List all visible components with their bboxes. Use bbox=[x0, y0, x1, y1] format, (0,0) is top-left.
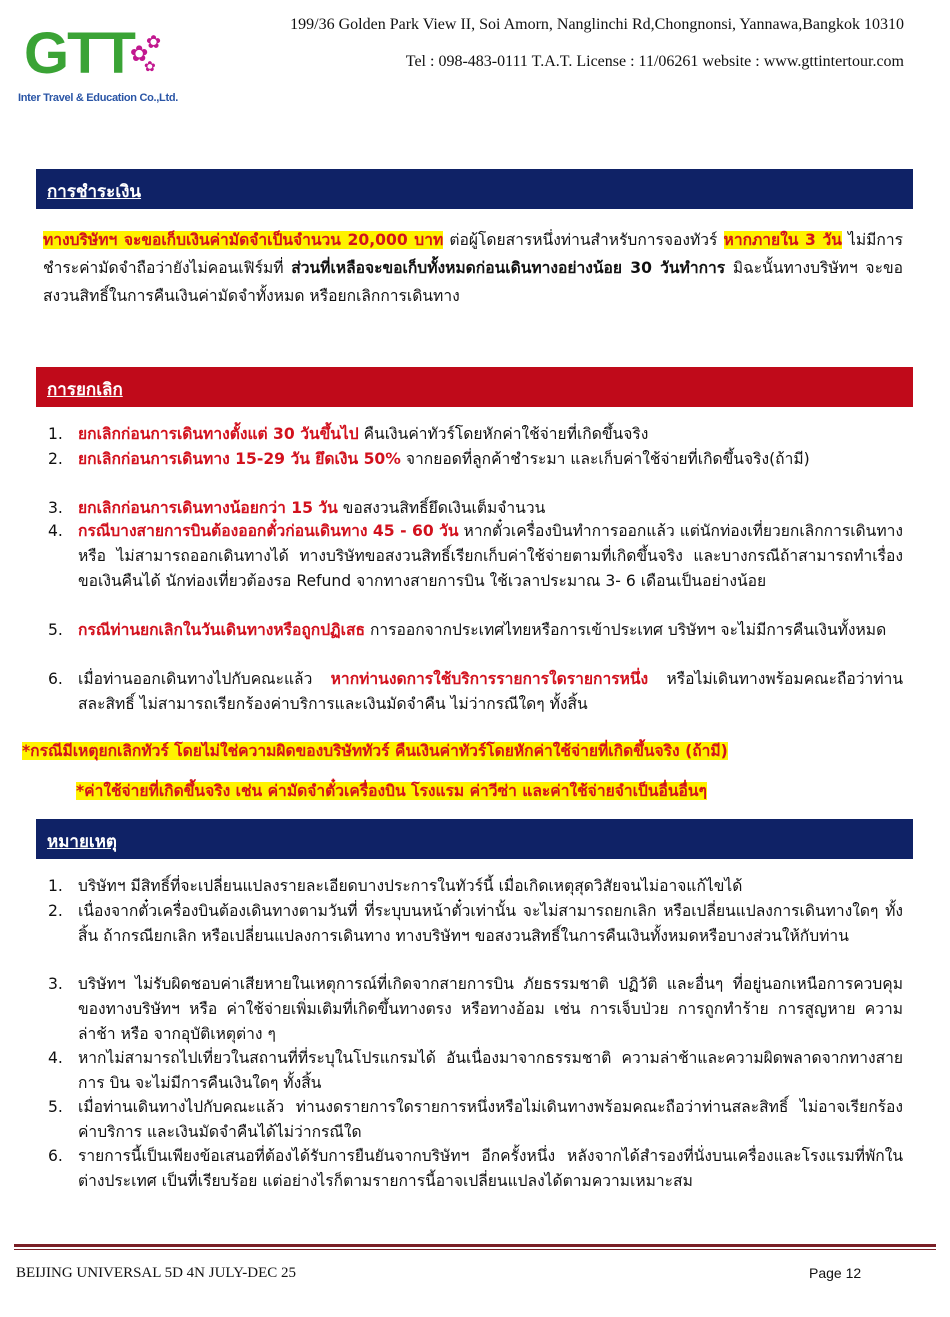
company-address: 199/36 Golden Park View II, Soi Amorn, Nanglinchi Rd,Chongnonsi, Yannawa,Bangkok 10310 bbox=[290, 16, 904, 33]
payment-deadline-highlight: หากภายใน 3 วัน bbox=[723, 231, 842, 249]
list-text: เนื่องจากตั๋วเครื่องบินต้องเดินทางตามวันที่ ที่ระบุบนหน้าตั๋วเท่านั้น จะไม่สามารถยกเลิก หรือเปลี่ยนแปลงการเดินทางใดๆ ทั้งสิ้น ถ้ากรณียกเลิก หรือเปลี่ยนแปลงการเดินทาง ทางบริษัทฯ ขอสงวนสิทธิ์ในการคืนเงินทั้งหมดหรือบางส่วนให้กับท่าน bbox=[78, 902, 903, 945]
list-text: ขอสงวนสิทธิ์ยึดเงินเต็มจำนวน bbox=[337, 499, 546, 517]
payment-text: ไม่มีการชำระค่ามัดจำถือว่ายังไม่คอนเฟิร์มที่ bbox=[43, 231, 903, 277]
list-item bbox=[48, 874, 903, 899]
list-highlight: กรณีบางสายการบินต้องออกตั๋วก่อนเดินทาง 45 - 60 วัน bbox=[78, 522, 459, 540]
page-number: Page 12 bbox=[809, 1265, 862, 1281]
footer-divider bbox=[14, 1244, 936, 1247]
list-highlight: หากท่านงดการใช้บริการรายการใดรายการหนึ่ง bbox=[330, 670, 649, 688]
list-number: 1. bbox=[48, 877, 63, 895]
list-highlight: กรณีท่านยกเลิกในวันเดินทางหรือถูกปฏิเสธ bbox=[78, 621, 365, 639]
list-number: 3. bbox=[48, 499, 63, 517]
expenses-note: *ค่าใช้จ่ายที่เกิดขึ้นจริง เช่น ค่ามัดจำตั๋วเครื่องบิน โรงแรม ค่าวีซ่า และค่าใช้จ่ายจำเป็นอื่นอื่นๆ bbox=[76, 782, 707, 800]
list-item bbox=[48, 899, 903, 949]
list-text: การออกจากประเทศไทยหรือการเข้าประเทศ บริษัทฯ จะไม่มีการคืนเงินทั้งหมด bbox=[364, 621, 887, 639]
list-number: 2. bbox=[48, 450, 63, 468]
list-item bbox=[48, 667, 903, 717]
payment-paragraph bbox=[43, 226, 903, 310]
flower-icon: ✿ bbox=[130, 42, 149, 67]
list-number: 1. bbox=[48, 425, 63, 443]
logo-text: GTT bbox=[24, 21, 134, 86]
list-text: บริษัทฯ มีสิทธิ์ที่จะเปลี่ยนแปลงรายละเอียดบางประการในทัวร์นี้ เมื่อเกิดเหตุสุดวิสัยจนไม่อาจแก้ไขได้ bbox=[78, 877, 743, 895]
list-number: 4. bbox=[48, 1049, 63, 1067]
payment-text: มิฉะนั้นทางบริษัทฯ จะขอสงวนสิทธิ์ในการคืนเงินค่ามัดจำทั้งหมด หรือยกเลิกการเดินทาง bbox=[43, 259, 903, 305]
list-item bbox=[48, 972, 903, 1047]
footer-divider bbox=[14, 1249, 936, 1250]
list-highlight: ยกเลิกก่อนการเดินทางตั้งแต่ 30 วันขึ้นไป bbox=[78, 425, 359, 443]
flower-icon: ✿ bbox=[146, 32, 162, 53]
section-header-remarks bbox=[36, 819, 913, 859]
list-number: 5. bbox=[48, 621, 63, 639]
list-text: บริษัทฯ ไม่รับผิดชอบค่าเสียหายในเหตุการณ์ที่เกิดจากสายการบิน ภัยธรรมชาติ ปฏิวัติ และอื่นๆ ที่อยู่นอกเหนือการควบคุม ของทางบริษัทฯ หรือ ค่าใช้จ่ายเพิ่มเติมที่เกิดขึ้นทางตรง หรือทางอ้อม เช่น การเจ็บป่วย การถูกทำร้าย การสูญหาย ความล่าช้า หรือ จากอุบัติเหตุต่าง ๆ bbox=[78, 975, 903, 1043]
list-item bbox=[48, 618, 903, 643]
list-text: เมื่อท่านเดินทางไปกับคณะแล้ว ท่านงดรายการใดรายการหนึ่งหรือไม่เดินทางพร้อมคณะถือว่าท่านสละสิทธิ์ ไม่อาจเรียกร้องค่าบริการ และเงินมัดจำคืนได้ไม่ว่ากรณีใด bbox=[78, 1098, 903, 1141]
section-header-cancellation bbox=[36, 367, 913, 407]
payment-text: ต่อผู้โดยสารหนึ่งท่านสำหรับการจองทัวร์ bbox=[443, 231, 718, 249]
section-title: การชำระเงิน bbox=[47, 182, 142, 202]
payment-balance-bold: ส่วนที่เหลือจะขอเก็บทั้งหมดก่อนเดินทางอย่างน้อย 30 วันทำการ bbox=[291, 259, 726, 277]
list-number: 3. bbox=[48, 975, 63, 993]
list-text: หรือไม่เดินทางพร้อมคณะถือว่าท่านสละสิทธิ์ ไม่สามารถเรียกร้องค่าบริการและเงินมัดจำคืน ไม่ว่ากรณีใดๆ ทั้งสิ้น bbox=[78, 670, 903, 713]
list-item bbox=[48, 1144, 903, 1194]
list-text: รายการนี้เป็นเพียงข้อเสนอที่ต้องได้รับการยืนยันจากบริษัทฯ อีกครั้งหนึ่ง หลังจากได้สำรองที่นั่งบนเครื่องและโรงแรมที่พักในต่างประเทศ เป็นที่เรียบร้อย แต่อย่างไรก็ตามรายการนี้อาจเปลี่ยนแปลงได้ตามความเหมาะสม bbox=[78, 1147, 903, 1190]
list-item bbox=[48, 519, 903, 594]
list-highlight: ยกเลิกก่อนการเดินทาง 15-29 วัน ยึดเงิน 50% bbox=[78, 450, 401, 468]
list-item bbox=[48, 1095, 903, 1145]
list-item bbox=[48, 1046, 903, 1096]
list-text: จากยอดที่ลูกค้าชำระมา และเก็บค่าใช้จ่ายที่เกิดขึ้นจริง(ถ้ามี) bbox=[400, 450, 810, 468]
cancellation-note: *กรณีมีเหตุยกเลิกทัวร์ โดยไม่ใช่ความผิดของบริษัททัวร์ คืนเงินค่าทัวร์โดยหักค่าใช้จ่ายที่เกิดขึ้นจริง (ถ้ามี) bbox=[22, 742, 728, 760]
list-text: คืนเงินค่าทัวร์โดยหักค่าใช้จ่ายที่เกิดขึ้นจริง bbox=[358, 425, 649, 443]
footer-program-name: BEIJING UNIVERSAL 5D 4N JULY-DEC 25 bbox=[16, 1265, 297, 1281]
list-text: หากไม่สามารถไปเที่ยวในสถานที่ที่ระบุในโปรแกรมได้ อันเนื่องมาจากธรรมชาติ ความล่าช้าและความผิดพลาดจากทางสายการ บิน จะไม่มีการคืนเงินใดๆ ทั้งสิ้น bbox=[78, 1049, 903, 1092]
section-header-payment bbox=[36, 169, 913, 209]
list-number: 6. bbox=[48, 670, 63, 688]
list-text: หากตั๋วเครื่องบินทำการออกแล้ว แต่นักท่องเที่ยวยกเลิกการเดินทาง หรือ ไม่สามารถออกเดินทางได้ ทางบริษัทขอสงวนสิทธิ์เรียกเก็บค่าใช้จ่ายตามที่เกิดขึ้นจริง และบางกรณีถ้าสามารถทำเรื่องขอเงินคืนได้ นักท่องเที่ยวต้องรอ Refund จากทางสายการบิน ใช้เวลาประมาณ 3- 6 เดือนเป็นอย่างน้อย bbox=[78, 522, 903, 590]
list-number: 2. bbox=[48, 902, 63, 920]
list-item bbox=[48, 422, 903, 447]
list-number: 4. bbox=[48, 522, 63, 540]
list-item bbox=[48, 447, 903, 472]
list-item bbox=[48, 496, 903, 521]
flower-icon: ✿ bbox=[144, 59, 156, 75]
list-highlight: ยกเลิกก่อนการเดินทางน้อยกว่า 15 วัน bbox=[78, 499, 338, 517]
logo-subtitle: Inter Travel & Education Co.,Ltd. bbox=[18, 92, 179, 104]
section-title: การยกเลิก bbox=[47, 380, 123, 400]
list-number: 6. bbox=[48, 1147, 63, 1165]
list-text: เมื่อท่านออกเดินทางไปกับคณะแล้ว bbox=[78, 670, 331, 688]
company-contact: Tel : 098-483-0111 T.A.T. License : 11/06261 website : www.gttintertour.com bbox=[405, 53, 904, 70]
payment-deposit-highlight: ทางบริษัทฯ จะขอเก็บเงินค่ามัดจำเป็นจำนวน 20,000 บาท bbox=[43, 231, 444, 249]
list-number: 5. bbox=[48, 1098, 63, 1116]
section-title: หมายเหตุ bbox=[47, 832, 117, 852]
company-logo bbox=[18, 21, 179, 114]
